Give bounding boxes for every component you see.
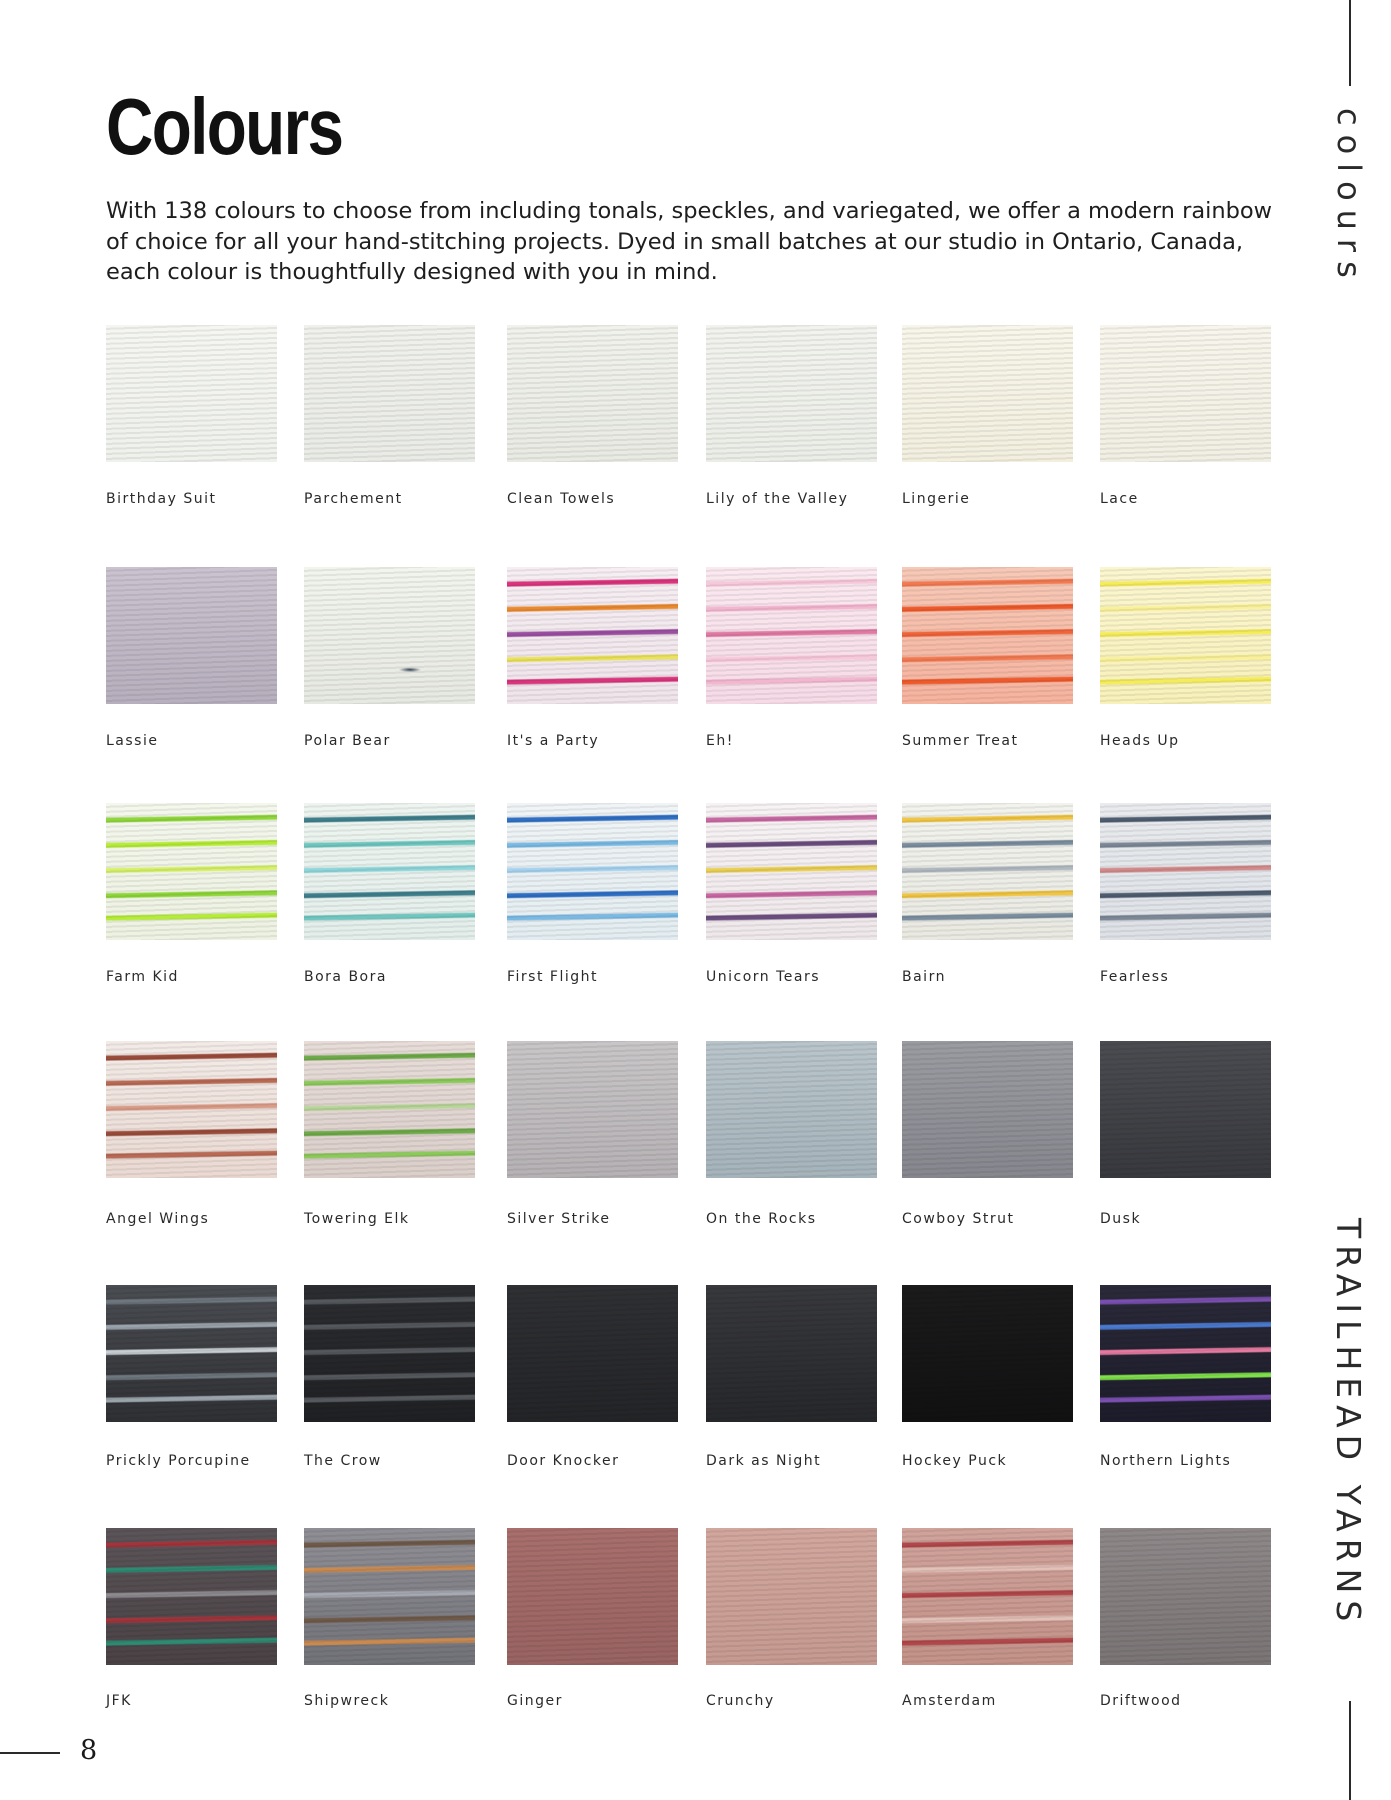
swatch-label: Lace bbox=[1100, 491, 1139, 507]
side-brand-label: TRAILHEAD YARNS bbox=[1329, 1218, 1368, 1629]
swatch-image bbox=[106, 1285, 277, 1422]
swatch-label: Door Knocker bbox=[507, 1453, 620, 1469]
swatch-image bbox=[106, 325, 277, 462]
swatch-label: Eh! bbox=[706, 733, 734, 749]
swatch-label: On the Rocks bbox=[706, 1211, 817, 1227]
swatch-label: Dusk bbox=[1100, 1211, 1142, 1227]
swatch-towering-elk bbox=[304, 1041, 475, 1178]
swatch-image bbox=[507, 1285, 678, 1422]
swatch-image bbox=[706, 1285, 877, 1422]
swatch-heads-up bbox=[1100, 567, 1271, 704]
swatch-image bbox=[304, 325, 475, 462]
swatch-summer-treat bbox=[902, 567, 1073, 704]
swatch-first-flight bbox=[507, 803, 678, 940]
swatch-label: Angel Wings bbox=[106, 1211, 210, 1227]
swatch-image bbox=[507, 325, 678, 462]
swatch-polar-bear bbox=[304, 567, 475, 704]
swatch-image bbox=[902, 1285, 1073, 1422]
swatch-image bbox=[507, 567, 678, 704]
swatch-image bbox=[706, 1041, 877, 1178]
swatch-image bbox=[507, 803, 678, 940]
swatch-image bbox=[902, 1528, 1073, 1665]
swatch-image bbox=[106, 567, 277, 704]
swatch-label: Fearless bbox=[1100, 969, 1170, 985]
swatch-label: Lily of the Valley bbox=[706, 491, 849, 507]
swatch-label: Parchement bbox=[304, 491, 403, 507]
swatch-silver-strike bbox=[507, 1041, 678, 1178]
swatch-label: Unicorn Tears bbox=[706, 969, 821, 985]
swatch-image bbox=[304, 803, 475, 940]
swatch-parchement bbox=[304, 325, 475, 462]
swatch-door-knocker bbox=[507, 1285, 678, 1422]
swatch-bairn bbox=[902, 803, 1073, 940]
swatch-prickly-porcupine bbox=[106, 1285, 277, 1422]
swatch-label: Amsterdam bbox=[902, 1693, 997, 1709]
swatch-image bbox=[1100, 567, 1271, 704]
bottom-right-divider bbox=[1349, 1701, 1351, 1800]
swatch-dusk bbox=[1100, 1041, 1271, 1178]
swatch-driftwood bbox=[1100, 1528, 1271, 1665]
swatch-label: Ginger bbox=[507, 1693, 563, 1709]
swatch-label: Lassie bbox=[106, 733, 159, 749]
intro-paragraph: With 138 colours to choose from including tonals, speckles, and variegated, we offer a modern rainbow of choice for all your hand-stitching projects. Dyed in small batches at our studio in Ontario, Canada, each colour is thoughtfully designed with you in mind. bbox=[106, 198, 1273, 285]
swatch-image bbox=[1100, 1041, 1271, 1178]
side-section-label: colours bbox=[1330, 108, 1368, 287]
swatch-image bbox=[1100, 1285, 1271, 1422]
swatch-image bbox=[1100, 1528, 1271, 1665]
swatch-label: The Crow bbox=[304, 1453, 382, 1469]
swatch-the-crow bbox=[304, 1285, 475, 1422]
swatch-image bbox=[1100, 803, 1271, 940]
page-number-divider bbox=[0, 1752, 60, 1754]
swatch-image bbox=[106, 803, 277, 940]
swatch-image bbox=[706, 1528, 877, 1665]
top-right-divider bbox=[1349, 0, 1351, 86]
swatch-jfk bbox=[106, 1528, 277, 1665]
swatch-bora-bora bbox=[304, 803, 475, 940]
page-title: Colours bbox=[106, 82, 343, 171]
swatch-label: Northern Lights bbox=[1100, 1453, 1232, 1469]
swatch-amsterdam bbox=[902, 1528, 1073, 1665]
swatch-clean-towels bbox=[507, 325, 678, 462]
swatch-crunchy bbox=[706, 1528, 877, 1665]
swatch-lingerie bbox=[902, 325, 1073, 462]
swatch-label: First Flight bbox=[507, 969, 598, 985]
swatch-hockey-puck bbox=[902, 1285, 1073, 1422]
swatch-lace bbox=[1100, 325, 1271, 462]
swatch-label: Bora Bora bbox=[304, 969, 387, 985]
swatch-northern-lights bbox=[1100, 1285, 1271, 1422]
swatch-label: Clean Towels bbox=[507, 491, 616, 507]
swatch-label: Polar Bear bbox=[304, 733, 391, 749]
swatch-farm-kid bbox=[106, 803, 277, 940]
swatch-it-s-a-party bbox=[507, 567, 678, 704]
swatch-angel-wings bbox=[106, 1041, 277, 1178]
swatch-label: Heads Up bbox=[1100, 733, 1180, 749]
swatch-image bbox=[507, 1528, 678, 1665]
swatch-label: Crunchy bbox=[706, 1693, 775, 1709]
swatch-label: It's a Party bbox=[507, 733, 600, 749]
swatch-label: Farm Kid bbox=[106, 969, 179, 985]
swatch-on-the-rocks bbox=[706, 1041, 877, 1178]
swatch-label: Hockey Puck bbox=[902, 1453, 1008, 1469]
swatch-label: Silver Strike bbox=[507, 1211, 611, 1227]
swatch-shipwreck bbox=[304, 1528, 475, 1665]
swatch-image bbox=[1100, 325, 1271, 462]
swatch-image bbox=[706, 803, 877, 940]
swatch-birthday-suit bbox=[106, 325, 277, 462]
swatch-image bbox=[304, 1041, 475, 1178]
swatch-image bbox=[706, 325, 877, 462]
swatch-unicorn-tears bbox=[706, 803, 877, 940]
swatch-label: Summer Treat bbox=[902, 733, 1019, 749]
swatch-image bbox=[304, 567, 475, 704]
swatch-label: Cowboy Strut bbox=[902, 1211, 1015, 1227]
swatch-label: Dark as Night bbox=[706, 1453, 822, 1469]
swatch-image bbox=[507, 1041, 678, 1178]
swatch-image bbox=[902, 1041, 1073, 1178]
swatch-cowboy-strut bbox=[902, 1041, 1073, 1178]
swatch-label: Shipwreck bbox=[304, 1693, 390, 1709]
swatch-image bbox=[902, 325, 1073, 462]
swatch-label: Lingerie bbox=[902, 491, 971, 507]
swatch-label: Driftwood bbox=[1100, 1693, 1182, 1709]
swatch-lassie bbox=[106, 567, 277, 704]
swatch-label: Birthday Suit bbox=[106, 491, 217, 507]
swatch-dark-as-night bbox=[706, 1285, 877, 1422]
swatch-image bbox=[706, 567, 877, 704]
swatch-fearless bbox=[1100, 803, 1271, 940]
swatch-image bbox=[304, 1528, 475, 1665]
swatch-label: Prickly Porcupine bbox=[106, 1453, 251, 1469]
swatch-image bbox=[902, 567, 1073, 704]
swatch-image bbox=[106, 1528, 277, 1665]
swatch-label: Towering Elk bbox=[304, 1211, 410, 1227]
swatch-image bbox=[304, 1285, 475, 1422]
swatch-lily-of-the-valley bbox=[706, 325, 877, 462]
swatch-eh bbox=[706, 567, 877, 704]
swatch-image bbox=[902, 803, 1073, 940]
swatch-label: JFK bbox=[106, 1693, 132, 1709]
swatch-label: Bairn bbox=[902, 969, 946, 985]
swatch-image bbox=[106, 1041, 277, 1178]
page-number: 8 bbox=[80, 1735, 98, 1766]
swatch-ginger bbox=[507, 1528, 678, 1665]
